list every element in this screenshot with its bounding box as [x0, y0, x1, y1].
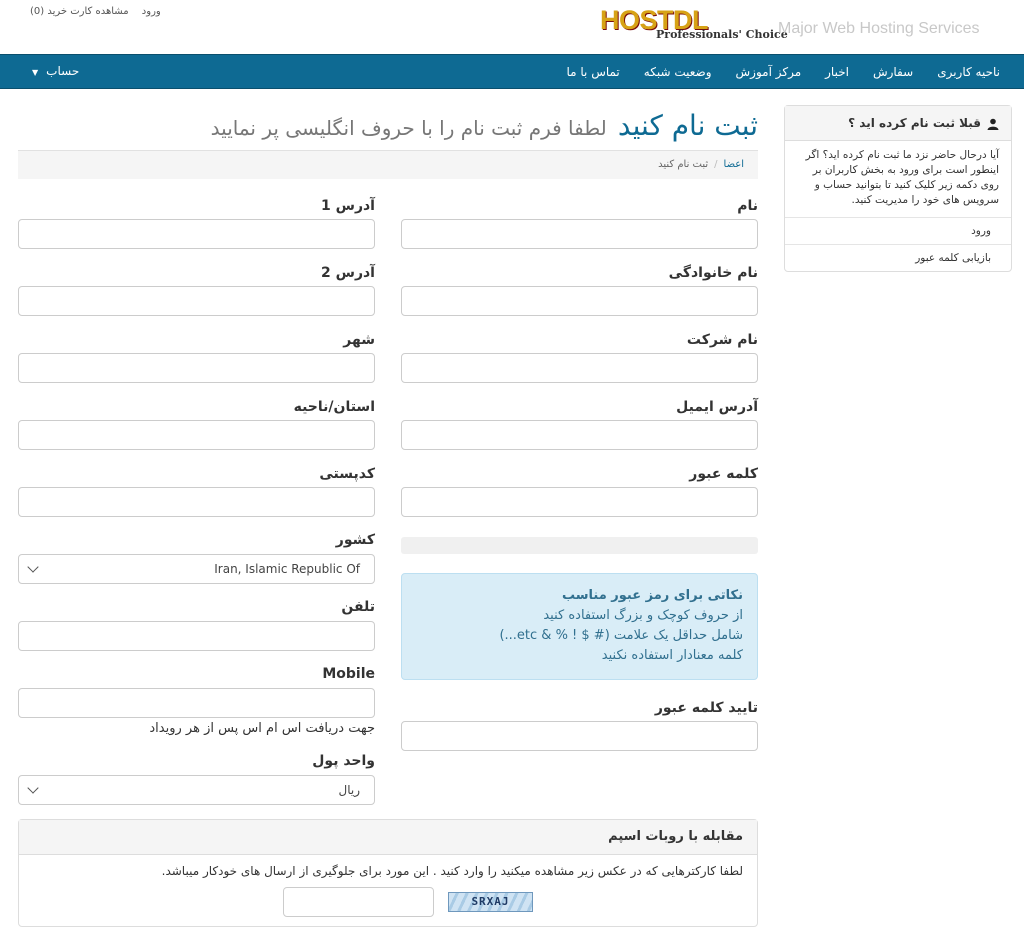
- address2-label: آدرس 2: [321, 265, 375, 281]
- breadcrumb-separator: /: [714, 159, 718, 170]
- captcha-panel-header: [19, 820, 757, 855]
- currency-label: واحد پول: [312, 753, 375, 769]
- country-label: کشور: [335, 532, 375, 548]
- logo[interactable]: [600, 5, 1010, 44]
- password-tips: [401, 573, 758, 680]
- captcha-image: SRXAJ: [448, 892, 533, 912]
- already-registered-panel: [784, 105, 1012, 272]
- address2-input[interactable]: [18, 286, 375, 316]
- city-input[interactable]: [18, 353, 375, 383]
- nav-item-order[interactable]: سفارش: [872, 64, 914, 79]
- first-name-label: نام: [737, 198, 758, 214]
- sidebar-login-label: ورود: [971, 225, 991, 237]
- country-select[interactable]: [18, 554, 375, 584]
- captcha-title: مقابله با روبات اسپم: [608, 829, 743, 844]
- nav-item-knowledgebase[interactable]: مرکز آموزش: [735, 64, 802, 79]
- postcode-label: کدپستی: [319, 466, 375, 482]
- breadcrumb-home[interactable]: اعضا: [723, 159, 744, 170]
- last-name-label: نام خانوادگی: [668, 265, 758, 281]
- sidebar-header: [785, 106, 1011, 141]
- confirm-password-input[interactable]: [401, 721, 758, 751]
- page-title-main: ثبت نام کنید: [617, 109, 758, 142]
- account-caret-icon: ▼: [32, 68, 39, 77]
- captcha-input[interactable]: [283, 887, 434, 917]
- nav-item-news[interactable]: اخبار: [825, 64, 849, 79]
- sidebar-reset-label: بازیابی کلمه عبور: [915, 252, 991, 264]
- cart-link[interactable]: مشاهده کارت خرید (0): [30, 6, 129, 17]
- user-icon: [987, 118, 999, 130]
- page-subtitle: لطفا فرم ثبت نام را با حروف انگلیسی پر نمایید: [210, 116, 607, 140]
- company-input[interactable]: [401, 353, 758, 383]
- logo-slogan: Major Web Hosting Services: [778, 20, 980, 37]
- nav-item-network-status[interactable]: وضعیت شبکه: [643, 64, 712, 79]
- password-input[interactable]: [401, 487, 758, 517]
- company-label: نام شرکت: [686, 332, 758, 348]
- currency-select[interactable]: [18, 775, 375, 805]
- password-tip-3: کلمه معنادار استفاده نکنید: [601, 648, 743, 663]
- email-input[interactable]: [401, 420, 758, 450]
- postcode-input[interactable]: [18, 487, 375, 517]
- nav-item-client-area[interactable]: ناحیه کاربری: [937, 64, 1000, 79]
- password-tip-1: از حروف کوچک و بزرگ استفاده کنید: [543, 608, 743, 623]
- page-title: [211, 109, 758, 142]
- password-label: کلمه عبور: [689, 466, 758, 482]
- password-tip-2: شامل حداقل یک علامت (# $ ! % & etc...): [499, 628, 743, 643]
- state-input[interactable]: [18, 420, 375, 450]
- top-links: [30, 6, 171, 17]
- captcha-instructions: لطفا کارکترهایی که در عکس زیر مشاهده میکنید را وارد کنید . این مورد برای جلوگیری از ارسال های خودکار میباشد.: [161, 864, 743, 878]
- country-select-value: Iran, Islamic Republic Of: [214, 562, 360, 576]
- address1-label: آدرس 1: [321, 198, 375, 214]
- sidebar-reset-password-link[interactable]: [785, 244, 1011, 272]
- breadcrumb: [18, 150, 758, 179]
- account-menu[interactable]: [32, 64, 79, 78]
- state-label: استان/ناحیه: [293, 399, 375, 415]
- phone-input[interactable]: [18, 621, 375, 651]
- breadcrumb-current: ثبت نام کنید: [658, 159, 709, 170]
- sidebar-title: [848, 116, 999, 130]
- email-label: آدرس ایمیل: [676, 399, 758, 415]
- mobile-hint: جهت دریافت اس ام اس پس از هر رویداد: [149, 721, 375, 736]
- phone-label: تلفن: [341, 599, 375, 615]
- logo-tagline: Professionals' Choice: [656, 28, 788, 41]
- account-label: حساب: [46, 64, 80, 78]
- chevron-down-icon: [27, 561, 38, 572]
- password-strength-meter: [401, 537, 758, 554]
- confirm-password-label: تایید کلمه عبور: [654, 700, 758, 716]
- login-link[interactable]: ورود: [141, 6, 161, 17]
- logo-wordmark: HOSTDL: [600, 5, 708, 35]
- nav-item-contact[interactable]: تماس با ما: [566, 64, 620, 79]
- chevron-down-icon: [27, 782, 38, 793]
- main-nav: [0, 54, 1024, 89]
- sidebar-login-link[interactable]: [785, 217, 1011, 245]
- address1-input[interactable]: [18, 219, 375, 249]
- mobile-label: Mobile: [322, 666, 375, 682]
- city-label: شهر: [343, 332, 375, 348]
- mobile-input[interactable]: [18, 688, 375, 718]
- last-name-input[interactable]: [401, 286, 758, 316]
- password-tips-title: نکاتی برای رمز عبور مناسب: [561, 588, 743, 603]
- currency-select-value: ریال: [338, 783, 360, 797]
- first-name-input[interactable]: [401, 219, 758, 249]
- sidebar-description: آیا درحال حاضر نزد ما ثبت نام کرده اید؟ اگر اینطور است برای ورود به بخش کاربران بر روی دکمه زیر کلیک کنید تا بتوانید حساب و سرویس های خود را مدیریت کنید.: [805, 149, 999, 206]
- sidebar-title-text: قبلا ثبت نام کرده اید ؟: [848, 116, 981, 130]
